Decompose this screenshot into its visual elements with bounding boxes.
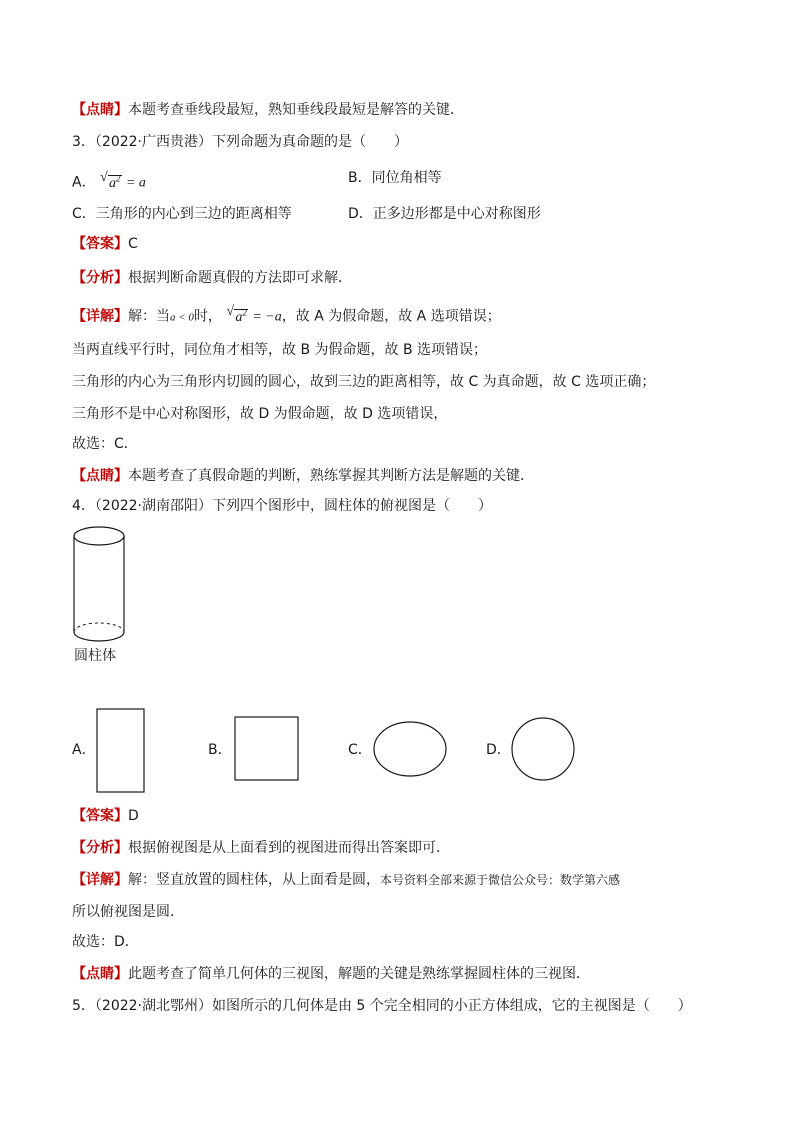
answer-value: D <box>128 808 139 824</box>
comment-tag: 【点睛】 <box>72 468 128 484</box>
q4-option-d-label: D． <box>486 742 511 758</box>
detail-text: 解：竖直放置的圆柱体，从上面看是圆， <box>128 872 380 888</box>
q3-option-c: C．三角形的内心到三边的距离相等 <box>72 206 292 222</box>
comment-tag: 【点睛】 <box>72 966 128 982</box>
q3-comment <box>72 466 534 486</box>
q3-stem: 3．（2022·广西贵港）下列命题为真命题的是（ ） <box>72 134 408 150</box>
q3-detail-line-1 <box>72 302 501 328</box>
q3-detail-line-3: 三角形的内心为三角形内切圆的圆心，故到三边的距离相等，故 C 为真命题，故 C 选项正确； <box>72 374 656 390</box>
q4-option-a-label: A． <box>72 742 96 758</box>
q4-option-c-label: C． <box>348 742 372 758</box>
option-b-square <box>234 716 300 782</box>
q4-answer <box>72 806 139 826</box>
source-note: 本号资料全部来源于微信公众号：数学第六感 <box>380 873 621 887</box>
q3-answer <box>72 234 138 254</box>
q4-analysis <box>72 838 450 858</box>
q3-detail-line-2: 当两直线平行时，同位角才相等，故 B 为假命题，故 B 选项错误； <box>72 342 488 358</box>
option-a-label: A． <box>72 174 96 191</box>
q4-detail-line-2: 所以俯视图是圆． <box>72 904 184 920</box>
detail-equation: = −a <box>252 309 282 325</box>
comment-text: 本题考查垂线段最短，熟知垂线段最短是解答的关键． <box>128 102 464 118</box>
cylinder-figure <box>70 522 130 646</box>
analysis-text: 根据判断命题真假的方法即可求解． <box>128 270 352 286</box>
comment-text: 此题考查了简单几何体的三视图，解题的关键是熟练掌握圆柱体的三视图． <box>128 966 590 982</box>
detail-text: ，故 A 为假命题，故 A 选项错误； <box>281 308 501 325</box>
answer-tag: 【答案】 <box>72 236 128 252</box>
q4-comment <box>72 964 590 984</box>
q4-option-b-label: B． <box>208 742 232 758</box>
q5-stem: 5．（2022·湖北鄂州）如图所示的几何体是由 5 个完全相同的小正方体组成，它的主视图是（ ） <box>72 998 692 1014</box>
q4-choose: 故选：D． <box>72 934 139 950</box>
detail-tag: 【详解】 <box>72 872 128 888</box>
comment-tag: 【点睛】 <box>72 102 128 118</box>
q3-option-b: B．同位角相等 <box>348 170 442 186</box>
cylinder-caption: 圆柱体 <box>74 648 116 664</box>
q3-analysis <box>72 268 352 288</box>
comment-text: 本题考查了真假命题的判断，熟练掌握其判断方法是解题的关键． <box>128 468 534 484</box>
q2-comment <box>72 100 464 120</box>
sqrt-a-squared: √ $a^2$ <box>100 170 121 191</box>
answer-tag: 【答案】 <box>72 808 128 824</box>
option-d-circle <box>510 716 576 782</box>
answer-value: C <box>128 236 138 252</box>
option-a-equation: = a <box>125 175 146 191</box>
analysis-tag: 【分析】 <box>72 840 128 856</box>
analysis-tag: 【分析】 <box>72 270 128 286</box>
q4-stem: 4．（2022·湖南邵阳）下列四个图形中，圆柱体的俯视图是（ ） <box>72 498 492 514</box>
analysis-text: 根据俯视图是从上面看到的视图进而得出答案即可． <box>128 840 450 856</box>
detail-text: 解：当 <box>128 308 170 325</box>
option-c-ellipse <box>372 720 448 778</box>
detail-condition: a < 0 <box>170 311 194 324</box>
q3-choose: 故选：C． <box>72 436 138 452</box>
q3-option-a <box>72 168 146 194</box>
sqrt-a-squared: √ $a^2$ <box>226 304 247 325</box>
q4-detail-line-1 <box>72 870 620 890</box>
detail-text: 时， <box>193 308 222 325</box>
option-a-rectangle <box>96 708 146 794</box>
q3-option-d: D．正多边形都是中心对称图形 <box>348 206 541 222</box>
q3-detail-line-4: 三角形不是中心对称图形，故 D 为假命题，故 D 选项错误， <box>72 406 448 422</box>
detail-tag: 【详解】 <box>72 308 128 325</box>
